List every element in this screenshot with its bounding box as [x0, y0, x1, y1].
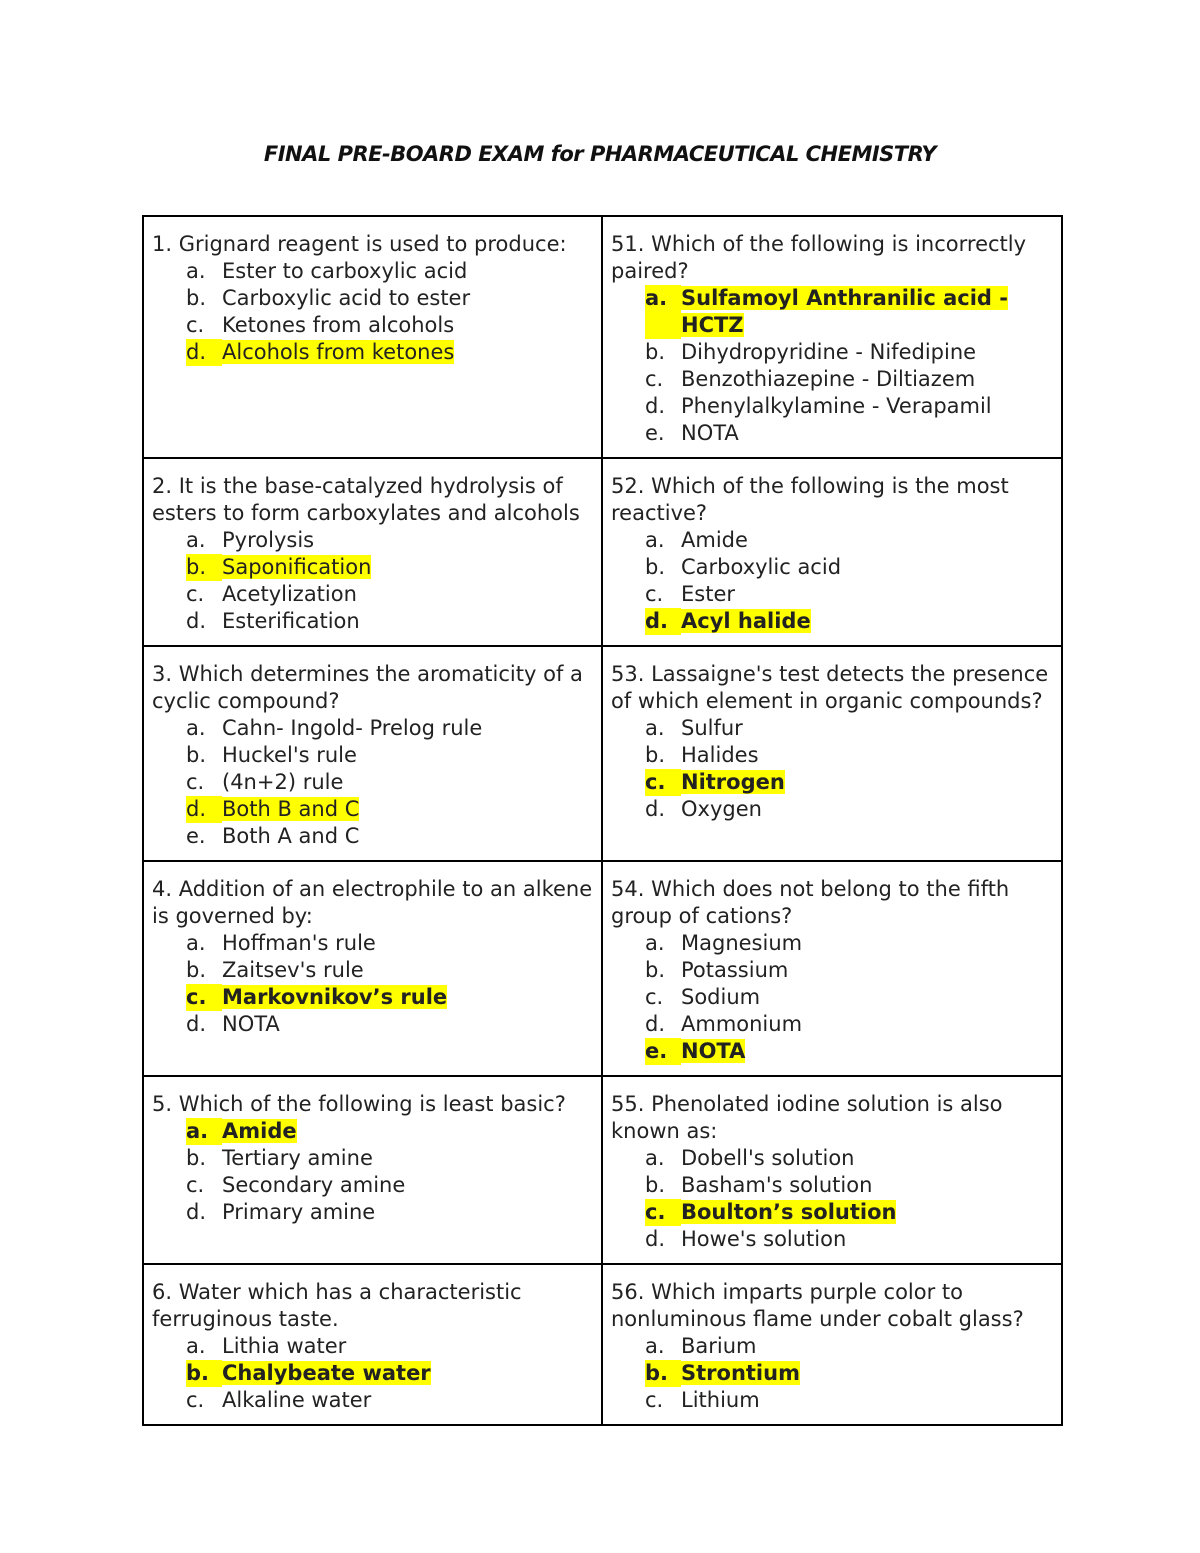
option-letter: c. — [645, 367, 664, 391]
answer-option — [152, 285, 593, 312]
option-text — [681, 608, 1053, 635]
question-cell — [602, 216, 1062, 458]
option-letter: c. — [186, 1388, 205, 1412]
correct-answer-option — [152, 339, 593, 366]
option-letter: c. — [186, 582, 205, 606]
question-text: 2. It is the base-catalyzed hydrolysis of esters to form carboxylates and alcohols — [152, 474, 580, 525]
option-label: Sulfamoyl Anthranilic acid - HCTZ — [681, 286, 1008, 337]
option-letter: c. — [645, 1199, 681, 1226]
answer-option — [611, 554, 1053, 581]
option-text — [681, 742, 1053, 769]
option-label: Amide — [222, 1119, 297, 1143]
question-cell — [143, 1076, 602, 1264]
option-letter: c. — [186, 313, 205, 337]
option-label: Lithia water — [222, 1334, 347, 1358]
answer-option — [152, 957, 593, 984]
option-label: Sodium — [681, 985, 761, 1009]
option-label: Esterification — [222, 609, 360, 633]
question-text: 52. Which of the following is the most reactive? — [611, 474, 1009, 525]
table-row — [143, 1264, 1062, 1425]
option-text — [681, 957, 1053, 984]
option-label: Dobell's solution — [681, 1146, 855, 1170]
option-label: Zaitsev's rule — [222, 958, 364, 982]
answer-option — [152, 1145, 593, 1172]
option-letter: c. — [645, 1388, 664, 1412]
option-label: Cahn- Ingold- Prelog rule — [222, 716, 483, 740]
option-text — [681, 554, 1053, 581]
option-text — [222, 1360, 593, 1387]
question-text: 4. Addition of an electrophile to an alkene is governed by: — [152, 877, 593, 928]
answer-options — [611, 1333, 1053, 1414]
option-letter: c. — [186, 984, 222, 1011]
question-cell — [602, 458, 1062, 646]
option-text — [222, 554, 593, 581]
option-text — [681, 796, 1053, 823]
option-label: Boulton’s solution — [681, 1200, 897, 1224]
question-text: 56. Which imparts purple color to nonluminous flame under cobalt glass? — [611, 1280, 1024, 1331]
option-label: NOTA — [681, 1039, 746, 1063]
answer-option — [152, 527, 593, 554]
option-label: Huckel's rule — [222, 743, 357, 767]
option-label: Lithium — [681, 1388, 760, 1412]
option-text — [681, 1199, 1053, 1226]
answer-option — [611, 1145, 1053, 1172]
option-label: Carboxylic acid to ester — [222, 286, 471, 310]
option-label: Barium — [681, 1334, 757, 1358]
option-letter: a. — [186, 1334, 206, 1358]
answer-options — [152, 715, 593, 850]
option-label: Sulfur — [681, 716, 743, 740]
option-text — [681, 1172, 1053, 1199]
option-text — [222, 796, 593, 823]
option-letter: b. — [645, 743, 666, 767]
option-text — [681, 366, 1053, 393]
option-text — [222, 1199, 593, 1226]
answer-options — [152, 258, 593, 366]
question-cell — [602, 1076, 1062, 1264]
option-letter: a. — [645, 931, 665, 955]
answer-option — [611, 742, 1053, 769]
answer-option — [611, 1387, 1053, 1414]
option-letter: d. — [645, 797, 666, 821]
option-label: Nitrogen — [681, 770, 785, 794]
option-letter: e. — [186, 824, 206, 848]
option-letter: d. — [186, 339, 222, 366]
option-label: Markovnikov’s rule — [222, 985, 448, 1009]
answer-option — [152, 823, 593, 850]
option-letter: b. — [186, 743, 207, 767]
correct-answer-option — [152, 1360, 593, 1387]
option-label: Ammonium — [681, 1012, 803, 1036]
option-letter: d. — [645, 394, 666, 418]
option-letter: c. — [645, 769, 681, 796]
option-text — [681, 1333, 1053, 1360]
question-cell — [602, 646, 1062, 861]
correct-answer-option — [611, 1360, 1053, 1387]
answer-option — [152, 258, 593, 285]
option-label: Hoffman's rule — [222, 931, 376, 955]
option-text — [681, 1145, 1053, 1172]
page-title: FINAL PRE-BOARD EXAM for PHARMACEUTICAL CHEMISTRY — [263, 142, 937, 166]
option-label: Tertiary amine — [222, 1146, 373, 1170]
answer-option — [611, 366, 1053, 393]
option-letter: a. — [186, 259, 206, 283]
option-letter: b. — [186, 286, 207, 310]
option-label: Potassium — [681, 958, 789, 982]
option-letter: b. — [645, 555, 666, 579]
option-text — [222, 1387, 593, 1414]
option-text — [681, 420, 1053, 447]
table-row — [143, 216, 1062, 458]
answer-options — [611, 930, 1053, 1065]
option-label: Acetylization — [222, 582, 357, 606]
option-letter: d. — [645, 608, 681, 635]
option-text — [222, 312, 593, 339]
option-label: Dihydropyridine - Nifedipine — [681, 340, 977, 364]
answer-options — [611, 285, 1053, 447]
question-text: 1. Grignard reagent is used to produce: — [152, 232, 567, 256]
option-text — [681, 1387, 1053, 1414]
table-row — [143, 861, 1062, 1076]
answer-option — [152, 1333, 593, 1360]
option-letter: b. — [645, 340, 666, 364]
option-label: Halides — [681, 743, 759, 767]
answer-option — [152, 769, 593, 796]
option-label: Both A and C — [222, 824, 360, 848]
correct-answer-option — [611, 285, 1053, 339]
option-text — [681, 715, 1053, 742]
answer-options — [152, 527, 593, 635]
option-text — [681, 393, 1053, 420]
option-text — [222, 339, 593, 366]
option-text — [222, 984, 593, 1011]
question-cell — [143, 216, 602, 458]
answer-option — [611, 1172, 1053, 1199]
option-label: Saponification — [222, 555, 372, 579]
question-cell — [143, 646, 602, 861]
option-text — [222, 285, 593, 312]
answer-option — [611, 957, 1053, 984]
answer-option — [611, 581, 1053, 608]
option-letter: a. — [186, 1118, 222, 1145]
option-label: Amide — [681, 528, 748, 552]
option-label: Secondary amine — [222, 1173, 406, 1197]
option-letter: b. — [186, 1360, 222, 1387]
option-label: Basham's solution — [681, 1173, 873, 1197]
option-letter: b. — [645, 958, 666, 982]
option-letter: a. — [186, 528, 206, 552]
option-letter: c. — [645, 582, 664, 606]
question-text: 51. Which of the following is incorrectly paired? — [611, 232, 1027, 283]
option-label: Ester — [681, 582, 735, 606]
option-text — [681, 339, 1053, 366]
correct-answer-option — [152, 796, 593, 823]
correct-answer-option — [611, 1038, 1053, 1065]
exam-table — [142, 215, 1063, 1426]
question-text: 5. Which of the following is least basic? — [152, 1092, 566, 1116]
option-text — [222, 823, 593, 850]
table-row — [143, 458, 1062, 646]
option-text — [681, 581, 1053, 608]
option-text — [222, 742, 593, 769]
correct-answer-option — [152, 984, 593, 1011]
answer-option — [611, 984, 1053, 1011]
option-text — [222, 581, 593, 608]
answer-option — [152, 1387, 593, 1414]
option-letter: d. — [645, 1012, 666, 1036]
option-text — [222, 258, 593, 285]
question-cell — [602, 1264, 1062, 1425]
option-letter: e. — [645, 1038, 681, 1065]
option-letter: a. — [186, 931, 206, 955]
answer-option — [611, 420, 1053, 447]
option-letter: b. — [645, 1173, 666, 1197]
option-text — [681, 1226, 1053, 1253]
answer-option — [152, 312, 593, 339]
answer-option — [152, 1011, 593, 1038]
answer-option — [611, 930, 1053, 957]
option-text — [222, 715, 593, 742]
question-cell — [602, 861, 1062, 1076]
option-text — [681, 984, 1053, 1011]
option-letter: a. — [645, 1146, 665, 1170]
option-letter: e. — [645, 421, 665, 445]
option-letter: a. — [645, 716, 665, 740]
answer-option — [152, 930, 593, 957]
option-label: Phenylalkylamine - Verapamil — [681, 394, 992, 418]
option-text — [222, 769, 593, 796]
option-letter: c. — [186, 770, 205, 794]
answer-options — [611, 715, 1053, 823]
option-text — [681, 1038, 1053, 1065]
option-text — [681, 1011, 1053, 1038]
option-label: Pyrolysis — [222, 528, 315, 552]
option-text — [222, 1333, 593, 1360]
option-letter: b. — [186, 554, 222, 581]
answer-option — [611, 527, 1053, 554]
option-letter: b. — [186, 958, 207, 982]
question-text: 6. Water which has a characteristic ferruginous taste. — [152, 1280, 522, 1331]
option-text — [222, 930, 593, 957]
option-letter: d. — [186, 1200, 207, 1224]
option-text — [222, 608, 593, 635]
option-label: Oxygen — [681, 797, 762, 821]
option-label: Acyl halide — [681, 609, 811, 633]
answer-option — [152, 715, 593, 742]
option-label: Primary amine — [222, 1200, 376, 1224]
correct-answer-option — [611, 1199, 1053, 1226]
answer-options — [611, 1145, 1053, 1253]
option-label: Alkaline water — [222, 1388, 372, 1412]
option-letter: d. — [186, 1012, 207, 1036]
option-letter: d. — [186, 609, 207, 633]
exam-table-body — [143, 216, 1062, 1425]
option-label: Alcohols from ketones — [222, 340, 455, 364]
option-label: NOTA — [681, 421, 739, 445]
answer-option — [152, 1199, 593, 1226]
option-text — [222, 527, 593, 554]
option-letter: a. — [645, 528, 665, 552]
answer-options — [611, 527, 1053, 635]
option-letter: a. — [645, 285, 681, 339]
question-cell — [143, 1264, 602, 1425]
option-label: Magnesium — [681, 931, 803, 955]
option-letter: d. — [645, 1227, 666, 1251]
option-label: Both B and C — [222, 797, 360, 821]
answer-option — [152, 1172, 593, 1199]
question-text: 3. Which determines the aromaticity of a cyclic compound? — [152, 662, 583, 713]
correct-answer-option — [611, 608, 1053, 635]
option-letter: b. — [645, 1360, 681, 1387]
answer-option — [611, 339, 1053, 366]
option-text — [222, 1011, 593, 1038]
option-label: Ester to carboxylic acid — [222, 259, 468, 283]
option-label: Ketones from alcohols — [222, 313, 455, 337]
option-letter: b. — [186, 1146, 207, 1170]
option-label: (4n+2) rule — [222, 770, 344, 794]
answer-option — [611, 796, 1053, 823]
answer-option — [152, 581, 593, 608]
answer-option — [611, 1333, 1053, 1360]
option-text — [222, 1172, 593, 1199]
question-cell — [143, 861, 602, 1076]
answer-option — [611, 715, 1053, 742]
option-text — [681, 1360, 1053, 1387]
option-letter: c. — [645, 985, 664, 1009]
answer-option — [152, 608, 593, 635]
option-label: Chalybeate water — [222, 1361, 431, 1385]
correct-answer-option — [152, 554, 593, 581]
option-label: Howe's solution — [681, 1227, 847, 1251]
option-letter: d. — [186, 796, 222, 823]
answer-options — [152, 930, 593, 1038]
correct-answer-option — [611, 769, 1053, 796]
answer-option — [611, 1226, 1053, 1253]
option-text — [681, 930, 1053, 957]
option-text — [222, 957, 593, 984]
answer-option — [611, 1011, 1053, 1038]
question-cell — [143, 458, 602, 646]
question-text: 54. Which does not belong to the fifth group of cations? — [611, 877, 1010, 928]
option-text — [681, 285, 1053, 339]
correct-answer-option — [152, 1118, 593, 1145]
option-text — [222, 1118, 593, 1145]
option-text — [681, 769, 1053, 796]
answer-options — [152, 1118, 593, 1226]
question-text: 55. Phenolated iodine solution is also known as: — [611, 1092, 1003, 1143]
question-text: 53. Lassaigne's test detects the presence of which element in organic compounds? — [611, 662, 1049, 713]
option-label: NOTA — [222, 1012, 280, 1036]
option-letter: a. — [645, 1334, 665, 1358]
option-label: Carboxylic acid — [681, 555, 842, 579]
answer-option — [152, 742, 593, 769]
option-letter: a. — [186, 716, 206, 740]
option-label: Strontium — [681, 1361, 800, 1385]
table-row — [143, 1076, 1062, 1264]
option-label: Benzothiazepine - Diltiazem — [681, 367, 976, 391]
option-letter: c. — [186, 1173, 205, 1197]
table-row — [143, 646, 1062, 861]
answer-option — [611, 393, 1053, 420]
answer-options — [152, 1333, 593, 1414]
option-text — [222, 1145, 593, 1172]
option-text — [681, 527, 1053, 554]
